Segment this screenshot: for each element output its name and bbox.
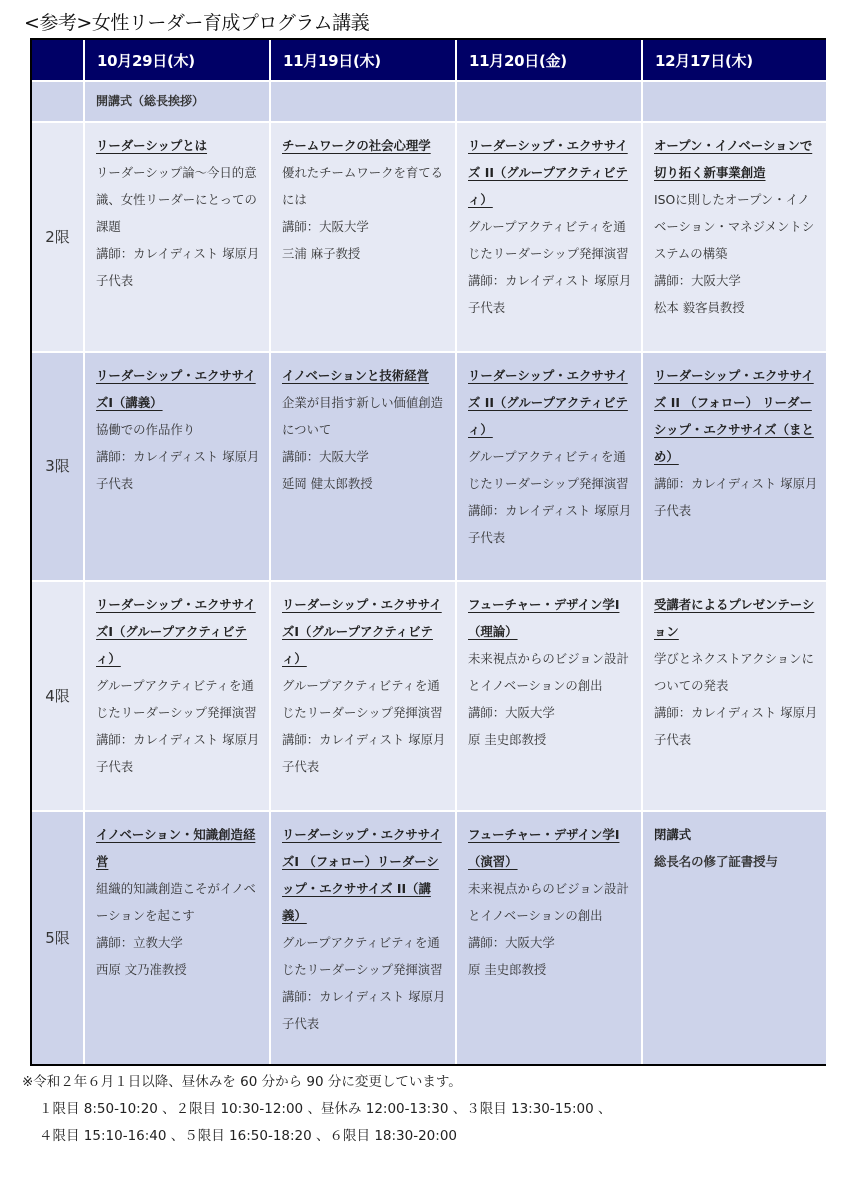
lecture-schedule-table [30, 38, 826, 1066]
lecture-cell [271, 810, 455, 1064]
lecture-description: 企業が目指す新しい価値創造について [282, 395, 444, 437]
lecture-instructor-affiliation: 講師：立教大学 [96, 935, 183, 950]
lecture-title: オープン・イノベーションで切り拓く新事業創造 [654, 138, 813, 180]
header-date-4: 12月17日(木) [643, 40, 826, 80]
lecture-instructor: 講師：カレイディスト 塚原月子代表 [468, 503, 632, 545]
lecture-instructor-affiliation: 講師：大阪大学 [282, 219, 369, 234]
closing-ceremony-description: 総長名の修了証書授与 [654, 854, 778, 869]
period-label: 5限 [32, 810, 83, 1064]
lecture-title: リーダーシップ・エクササイズ II（グループアクティビティ） [468, 138, 628, 207]
lecture-cell [643, 580, 826, 810]
lecture-description: グループアクティビティを通じたリーダーシップ発揮演習 [468, 219, 629, 261]
lecture-instructor-name: 延岡 健太郎教授 [282, 476, 373, 491]
lecture-instructor: 講師：カレイディスト 塚原月子代表 [654, 476, 818, 518]
opening-empty-cell [271, 80, 455, 121]
period-label: 3限 [32, 351, 83, 580]
period-label: 2限 [32, 121, 83, 351]
header-date-3: 11月20日(金) [457, 40, 641, 80]
lecture-cell [457, 810, 641, 1064]
lecture-instructor: 講師：カレイディスト 塚原月子代表 [468, 273, 632, 315]
closing-ceremony-title: 閉講式 [654, 827, 692, 842]
lecture-instructor: 講師：カレイディスト 塚原月子代表 [96, 732, 260, 774]
lecture-instructor: 講師：カレイディスト 塚原月子代表 [654, 705, 818, 747]
lecture-cell [643, 121, 826, 351]
lecture-description: グループアクティビティを通じたリーダーシップ発揮演習 [282, 935, 443, 977]
lecture-instructor-name: 原 圭史郎教授 [468, 732, 547, 747]
lecture-instructor-affiliation: 講師：大阪大学 [468, 705, 555, 720]
lecture-description: 優れたチームワークを育てるには [282, 165, 444, 207]
closing-ceremony-cell [643, 810, 826, 1064]
lecture-description: 協働での作品作り [96, 422, 196, 437]
lecture-title: リーダーシップ・エクササイズⅠ（グループアクティビティ） [96, 597, 256, 666]
header-corner [32, 40, 83, 80]
lecture-instructor-affiliation: 講師：大阪大学 [468, 935, 555, 950]
opening-ceremony-cell: 開講式（総長挨拶） [85, 80, 269, 121]
opening-empty-cell [457, 80, 641, 121]
lecture-instructor-name: 三浦 麻子教授 [282, 246, 361, 261]
lecture-cell [85, 351, 269, 580]
lecture-cell [271, 351, 455, 580]
lecture-title: リーダーシップ・エクササイズ II （フォロー） リーダーシップ・エクササイズ（まとめ） [654, 368, 814, 464]
lecture-title: フューチャー・デザイン学Ⅰ（演習） [468, 827, 620, 869]
lecture-title: イノベーションと技術経営 [282, 368, 429, 383]
period-label: 4限 [32, 580, 83, 810]
lecture-title: リーダーシップ・エクササイズⅠ（グループアクティビティ） [282, 597, 442, 666]
schedule-footnote [22, 1069, 611, 1150]
lecture-instructor: 講師：カレイディスト 塚原月子代表 [282, 732, 446, 774]
lecture-instructor: 講師：カレイディスト 塚原月子代表 [96, 449, 260, 491]
lecture-cell [271, 580, 455, 810]
lecture-title: 受講者によるプレゼンテーション [654, 597, 815, 639]
lecture-description: グループアクティビティを通じたリーダーシップ発揮演習 [468, 449, 629, 491]
lecture-description: グループアクティビティを通じたリーダーシップ発揮演習 [96, 678, 257, 720]
lecture-instructor-name: 松本 毅客員教授 [654, 300, 745, 315]
lecture-cell [85, 810, 269, 1064]
lecture-instructor-affiliation: 講師：大阪大学 [654, 273, 741, 288]
footnote-period-times-1: １限目 8:50-10:20 、２限目 10:30-12:00 、昼休み 12:00-13:30 、３限目 13:30-15:00 、 [39, 1101, 612, 1117]
lecture-instructor-name: 西原 文乃准教授 [96, 962, 187, 977]
lecture-title: フューチャー・デザイン学Ⅰ（理論） [468, 597, 620, 639]
lecture-title: リーダーシップとは [96, 138, 208, 153]
lecture-description: 未来視点からのビジョン設計とイノベーションの創出 [468, 651, 629, 693]
header-date-1: 10月29日(木) [85, 40, 269, 80]
lecture-description: 学びとネクストアクションについての発表 [654, 651, 814, 693]
opening-empty-cell [643, 80, 826, 121]
lecture-description: 未来視点からのビジョン設計とイノベーションの創出 [468, 881, 629, 923]
lecture-title: リーダーシップ・エクササイズ II（グループアクティビティ） [468, 368, 628, 437]
lecture-description: ISOに則したオープン・イノベーション・マネジメントシステムの構築 [654, 192, 815, 261]
lecture-instructor: 講師：カレイディスト 塚原月子代表 [96, 246, 260, 288]
lecture-instructor-affiliation: 講師：大阪大学 [282, 449, 369, 464]
lecture-instructor-name: 原 圭史郎教授 [468, 962, 547, 977]
lecture-cell [457, 121, 641, 351]
lecture-description: グループアクティビティを通じたリーダーシップ発揮演習 [282, 678, 443, 720]
lecture-title: リーダーシップ・エクササイズⅠ （フォロー）リーダーシップ・エクササイズ II（講義） [282, 827, 442, 923]
lecture-title: チームワークの社会心理学 [282, 138, 431, 153]
lecture-cell [457, 351, 641, 580]
lecture-cell [271, 121, 455, 351]
lecture-cell [85, 580, 269, 810]
lecture-cell [85, 121, 269, 351]
lecture-instructor: 講師：カレイディスト 塚原月子代表 [282, 989, 446, 1031]
lecture-cell [643, 351, 826, 580]
header-date-2: 11月19日(木) [271, 40, 455, 80]
period-opening [32, 80, 83, 121]
lecture-description: リーダーシップ論～今日的意識、女性リーダーにとっての課題 [96, 165, 257, 234]
footnote-period-times-2: ４限目 15:10-16:40 、５限目 16:50-18:20 、６限目 18:30-20:00 [39, 1128, 457, 1144]
page-title: <参考>女性リーダー育成プログラム講義 [24, 12, 370, 34]
lecture-description: 組織的知識創造こそがイノベーションを起こす [96, 881, 256, 923]
lecture-title: リーダーシップ・エクササイズⅠ（講義） [96, 368, 256, 410]
lecture-cell [457, 580, 641, 810]
lecture-title: イノベーション・知識創造経営 [96, 827, 256, 869]
footnote-lunch-change: ※令和２年６月１日以降、昼休みを 60 分から 90 分に変更しています。 [22, 1074, 462, 1090]
